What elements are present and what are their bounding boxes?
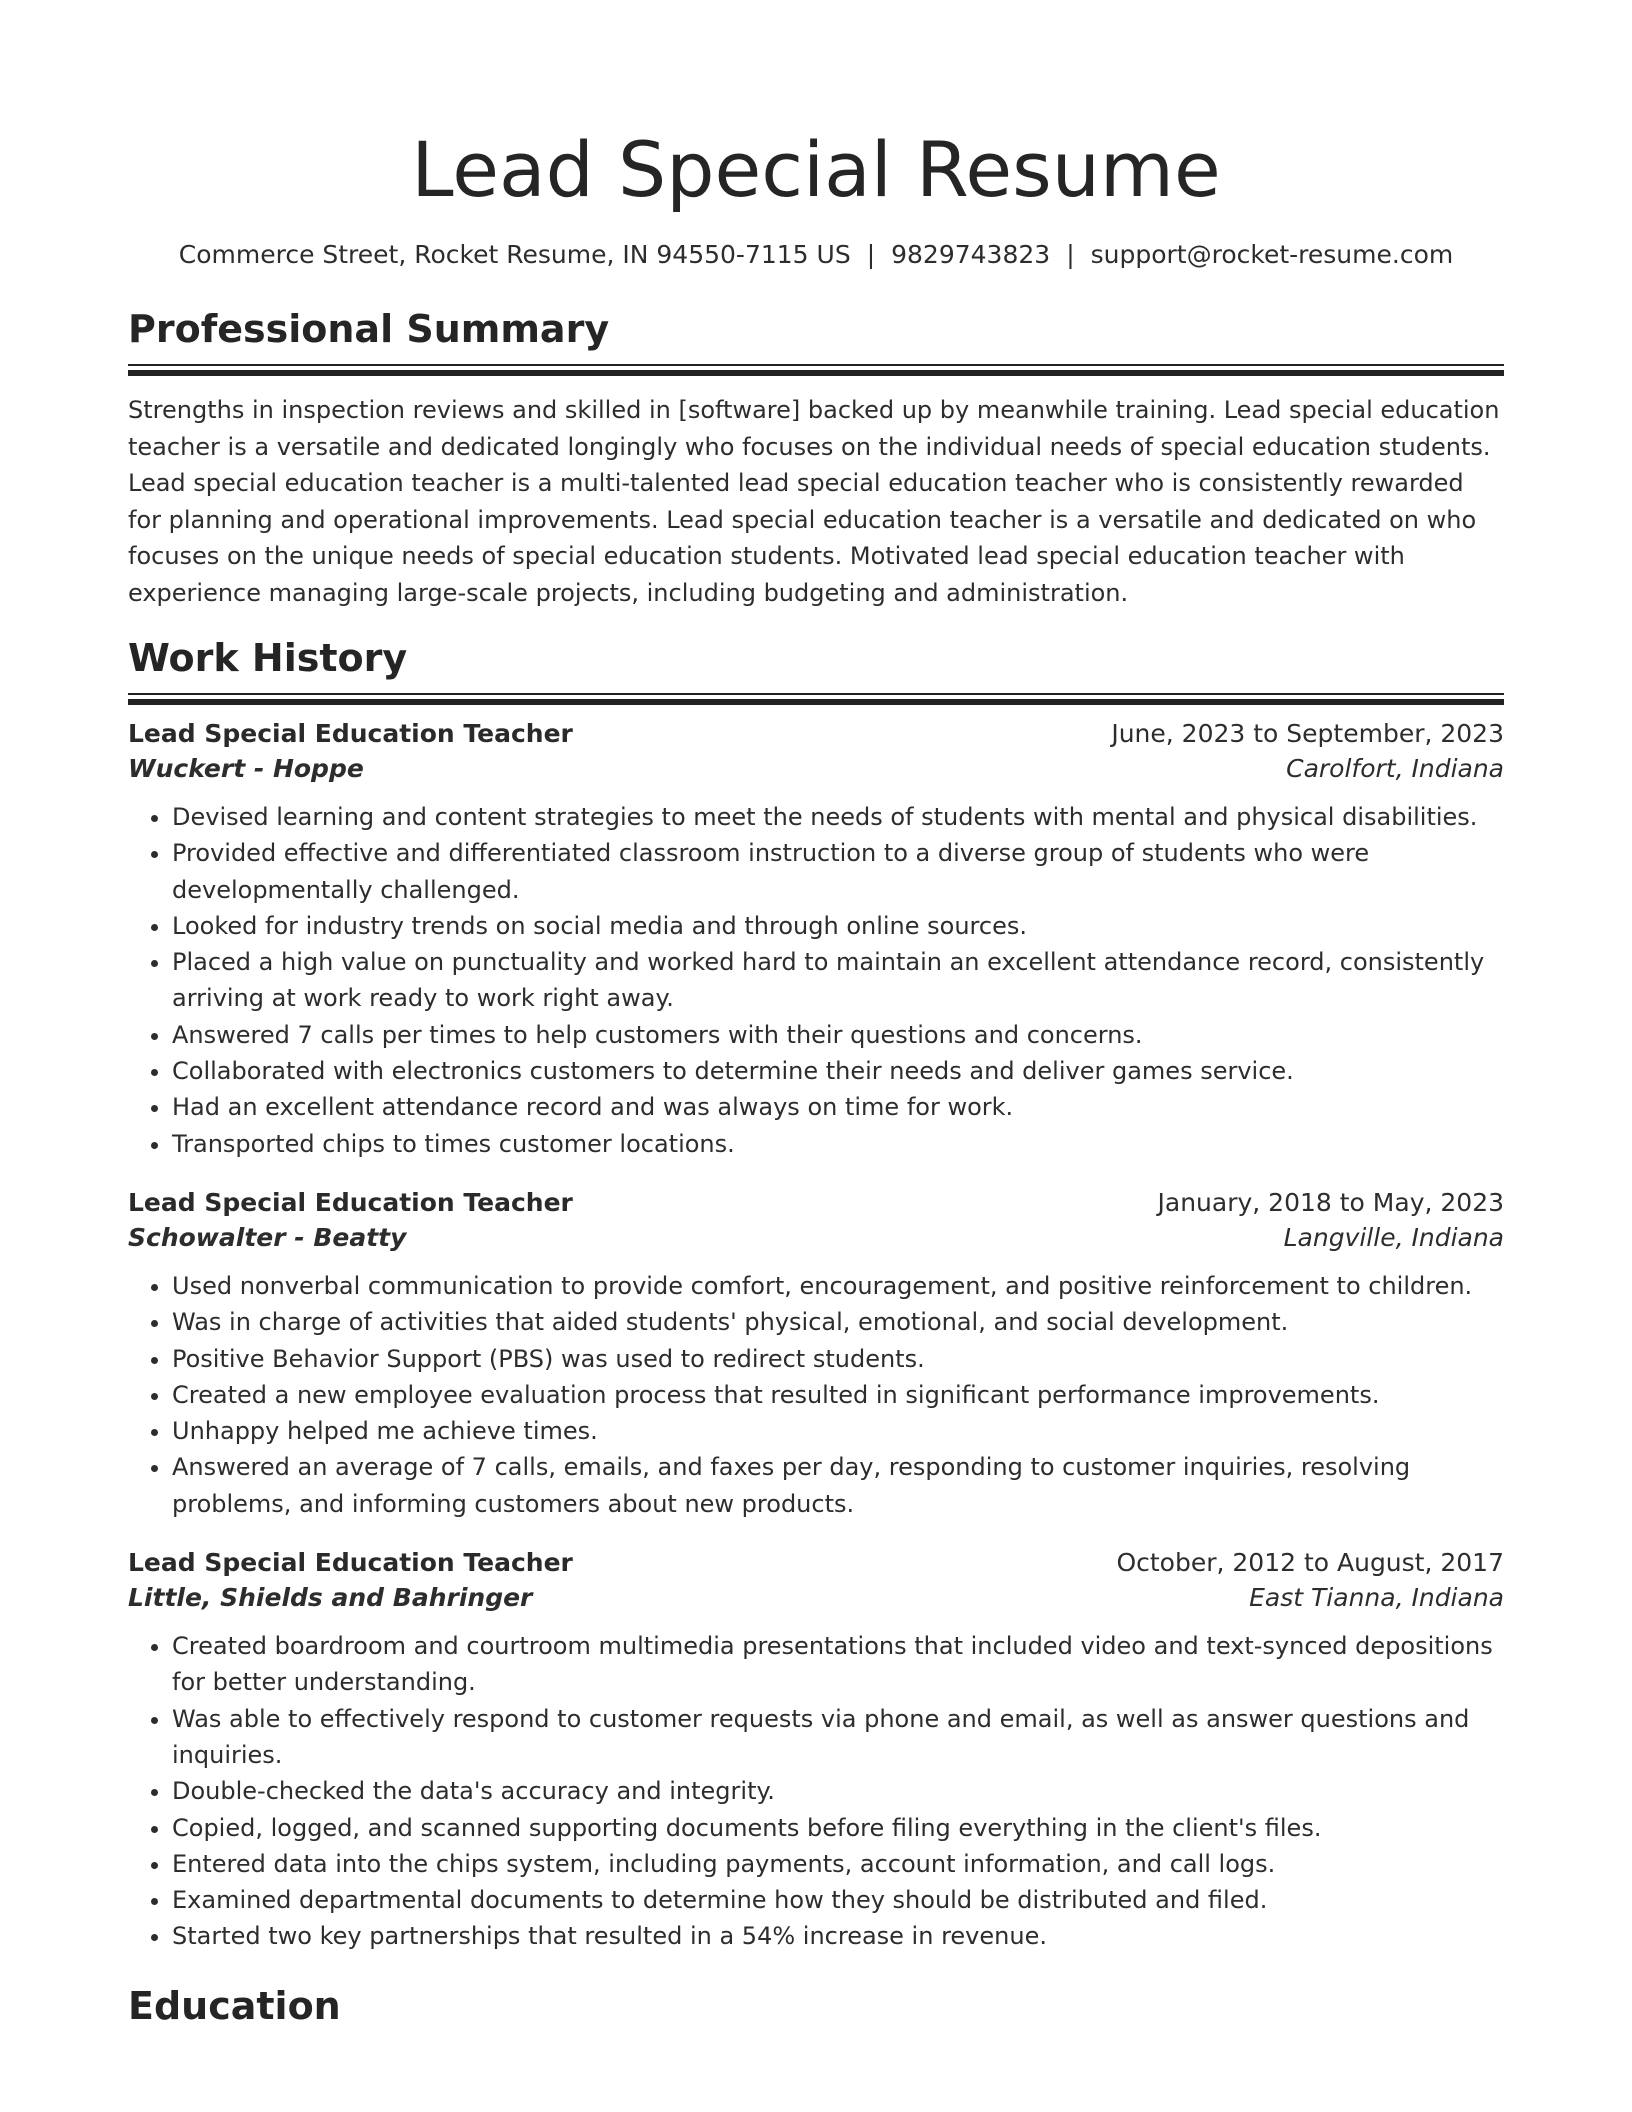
job-bullet: • Started two key partnerships that resulted in a 54% increase in revenue. [172,1918,1504,1954]
job-bullet: • Positive Behavior Support (PBS) was used to redirect students. [172,1341,1504,1377]
job-bullet: • Looked for industry trends on social media and through online sources. [172,908,1504,944]
section-heading-education: Education [128,1983,341,2028]
job-location: Carolfort, Indiana [1286,754,1504,783]
job-subheader-row [128,1583,1504,1612]
job-title: Lead Special Education Teacher [128,1187,573,1217]
job-bullet: • Created boardroom and courtroom multimedia presentations that included video and text-synced depositions for better understanding. [172,1628,1504,1701]
job-bullet-list [128,1268,1504,1522]
job-bullet: • Had an excellent attendance record and was always on time for work. [172,1089,1504,1125]
job-entry [128,1188,1504,1522]
resume-title: Lead Special Resume [411,125,1221,214]
job-bullet: • Double-checked the data's accuracy and integrity. [172,1773,1504,1809]
section-divider [128,693,1504,705]
job-header-row [128,719,1504,748]
education-section [128,1983,1504,2029]
job-title: Lead Special Education Teacher [128,719,573,748]
job-header-row [128,1548,1504,1577]
job-title: Lead Special Education Teacher [128,1548,573,1578]
job-subheader-row [128,754,1504,783]
job-subheader-row [128,1223,1504,1252]
job-bullet: • Unhappy helped me achieve times. [172,1413,1504,1449]
job-bullet: • Devised learning and content strategies to meet the needs of students with mental and physical disabilities. [172,799,1504,835]
job-location: East Tianna, Indiana [1249,1583,1504,1613]
job-entry [128,1548,1504,1955]
job-location: Langville, Indiana [1283,1222,1504,1252]
job-bullet: • Used nonverbal communication to provide comfort, encouragement, and positive reinforcement to children. [172,1268,1504,1304]
job-bullet: • Transported chips to times customer locations. [172,1126,1504,1162]
job-bullet: • Answered 7 calls per times to help customers with their questions and concerns. [172,1017,1504,1053]
job-company: Little, Shields and Bahringer [128,1583,533,1613]
contact-phone: 9829743823 [891,240,1051,269]
job-company: Wuckert - Hoppe [128,754,364,783]
job-bullet: • Examined departmental documents to determine how they should be distributed and filed. [172,1882,1504,1918]
contact-email: support@rocket-resume.com [1090,240,1454,269]
job-entry [128,719,1504,1162]
job-bullet: • Provided effective and differentiated classroom instruction to a diverse group of students who were developmentally challenged. [172,835,1504,908]
job-bullet: • Answered an average of 7 calls, emails, and faxes per day, responding to customer inquiries, resolving problems, and informing customers about new products. [172,1449,1504,1522]
contact-separator: | [866,240,876,269]
job-bullet: • Copied, logged, and scanned supporting documents before filing everything in the client's files. [172,1810,1504,1846]
job-dates: January, 2018 to May, 2023 [1157,1187,1504,1217]
job-bullet-list [128,1628,1504,1955]
job-company: Schowalter - Beatty [128,1222,407,1252]
section-heading-summary: Professional Summary [128,307,610,351]
section-divider [128,364,1504,376]
job-bullet: • Entered data into the chips system, including payments, account information, and call logs. [172,1846,1504,1882]
work-history-section [128,635,1504,1955]
contact-separator: | [1066,240,1075,269]
contact-line [128,238,1504,272]
job-bullet-list [128,799,1504,1162]
job-bullet: • Placed a high value on punctuality and worked hard to maintain an excellent attendance record, consistently arriving at work ready to work right away. [172,944,1504,1017]
job-bullet: • Created a new employee evaluation process that resulted in significant performance improvements. [172,1377,1504,1413]
job-dates: June, 2023 to September, 2023 [1111,719,1504,748]
job-header-row [128,1188,1504,1217]
summary-text: Strengths in inspection reviews and skilled in [software] backed up by meanwhile training. Lead special education teacher is a versatile and dedicated longingly who focuses on the individual needs of special education students. Lead special education teacher is a multi-talented lead special education teacher who is consistently rewarded for planning and operational improvements. Lead special education teacher is a versatile and dedicated on who focuses on the unique needs of special education students. Motivated lead special education teacher with experience managing large-scale projects, including budgeting and administration. [128,396,1500,607]
job-dates: October, 2012 to August, 2017 [1116,1548,1504,1578]
job-bullet: • Was able to effectively respond to customer requests via phone and email, as well as answer questions and inquiries. [172,1701,1504,1774]
section-heading-work-history: Work History [128,636,408,680]
contact-address: Commerce Street, Rocket Resume, IN 94550-7115 US [178,240,851,269]
resume-page [128,0,1504,2029]
summary-section [128,306,1504,611]
job-bullet: • Was in charge of activities that aided students' physical, emotional, and social development. [172,1304,1504,1340]
job-bullet: • Collaborated with electronics customers to determine their needs and deliver games service. [172,1053,1504,1089]
